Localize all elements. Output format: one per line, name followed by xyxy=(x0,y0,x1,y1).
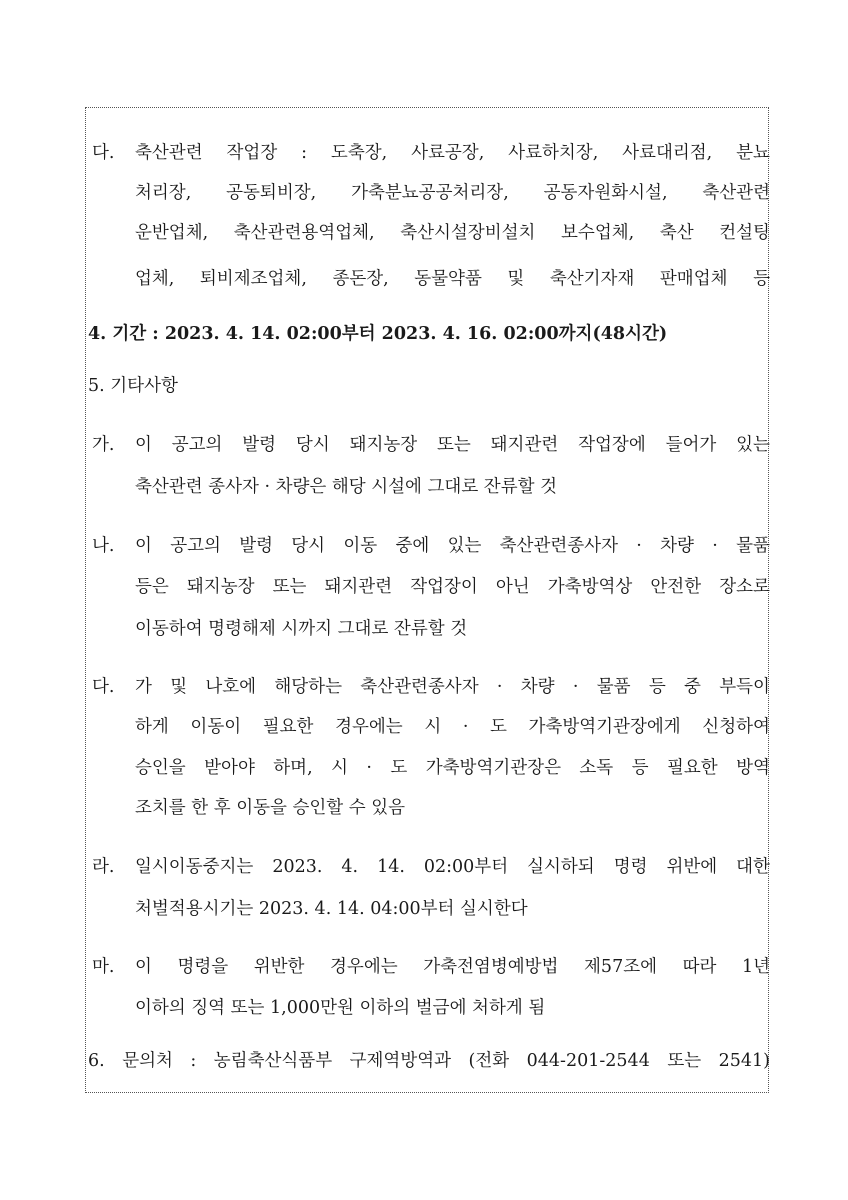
word: 등은 xyxy=(135,577,169,597)
word: 또는 xyxy=(437,435,471,455)
word: 축산기자재 xyxy=(549,269,635,289)
word: 경우에는 xyxy=(335,717,403,737)
word: 이동 xyxy=(343,536,378,556)
word: 방역 xyxy=(736,758,770,778)
item-marker: 마. xyxy=(92,957,115,977)
item-marker: 라. xyxy=(92,857,115,877)
word: 축산관련종사자 xyxy=(360,677,479,697)
word: 도 xyxy=(490,717,507,737)
word: 구제역방역과 xyxy=(349,1051,452,1071)
paragraph-line xyxy=(135,534,770,558)
word: 발령 xyxy=(242,435,277,455)
word: 당시 xyxy=(291,536,326,556)
paragraph-line xyxy=(135,433,770,457)
paragraph-line: 처벌적용시기는 2023. 4. 14. 04:00부터 실시한다 xyxy=(135,899,528,919)
word: 해당하는 xyxy=(274,677,342,697)
word: 축산 xyxy=(659,223,694,243)
word: 대한 xyxy=(736,857,770,877)
word: 농림축산식품부 xyxy=(213,1051,333,1071)
word: 시 xyxy=(331,758,348,778)
paragraph-line xyxy=(135,575,770,599)
word: 공고의 xyxy=(170,536,221,556)
word: 044-201-2544 xyxy=(526,1051,650,1071)
word: 동물약품 xyxy=(414,269,482,289)
word: 이 xyxy=(135,536,152,556)
word: 1년 xyxy=(741,957,770,977)
item-marker: 다. xyxy=(92,677,115,697)
word: 작업장에 xyxy=(578,435,646,455)
word: 있는 xyxy=(736,435,770,455)
word: 물품 xyxy=(736,536,770,556)
word: 축산관련 xyxy=(702,183,770,203)
word: 또는 xyxy=(667,1051,702,1071)
other-matters-heading: 5. 기타사항 xyxy=(88,376,178,396)
contact-info xyxy=(88,1049,770,1073)
word: 분뇨 xyxy=(736,143,770,163)
word: 보수업체, xyxy=(561,223,635,243)
word: 필요한 xyxy=(666,758,718,778)
word: 아닌 xyxy=(495,577,530,597)
word: 하며, xyxy=(273,758,313,778)
paragraph-line xyxy=(135,675,770,699)
paragraph-line xyxy=(135,267,770,291)
word: 제57조에 xyxy=(584,957,658,977)
word: 퇴비제조업체, xyxy=(199,269,307,289)
word: 축산시설장비설치 xyxy=(400,223,536,243)
word: 및 xyxy=(507,269,525,289)
word: 사료대리점, xyxy=(622,143,713,163)
word: 나호에 xyxy=(205,677,257,697)
word: 판매업체 xyxy=(659,269,728,289)
word: 일시이동중지는 xyxy=(135,857,254,877)
word: 이동이 xyxy=(190,717,242,737)
period-heading: 4. 기간 : 2023. 4. 14. 02:00부터 2023. 4. 16. 02:00까지(48시간) xyxy=(88,324,668,344)
word: 받아야 xyxy=(204,758,255,778)
word: 차량 xyxy=(520,677,555,697)
word: 중에 xyxy=(395,536,430,556)
word: 위반에 xyxy=(666,857,718,877)
word: 돼지농장 xyxy=(349,435,418,455)
word: 명령 xyxy=(613,857,648,877)
word: 가축전염병예방법 xyxy=(423,957,559,977)
word: 2023. xyxy=(272,857,323,877)
word: 이 xyxy=(135,435,152,455)
word: 종돈장, xyxy=(332,269,389,289)
word: 작업장 xyxy=(226,143,278,163)
item-marker: 가. xyxy=(92,435,115,455)
word: 경우에는 xyxy=(330,957,398,977)
paragraph-line xyxy=(135,855,770,879)
word: 운반업체, xyxy=(135,223,209,243)
word: 이 xyxy=(135,957,152,977)
word: 공고의 xyxy=(171,435,223,455)
word: 6. xyxy=(88,1051,105,1071)
word: 명령을 xyxy=(177,957,229,977)
word: 02:00부터 xyxy=(423,857,509,877)
word: 하게 xyxy=(135,717,169,737)
word: 등 xyxy=(631,758,649,778)
paragraph-line xyxy=(135,715,770,739)
word: 사료하치장, xyxy=(508,143,599,163)
word: · xyxy=(496,677,503,697)
word: 작업장이 xyxy=(410,577,478,597)
word: 가축방역상 xyxy=(547,577,633,597)
paragraph-line xyxy=(135,141,770,165)
word: 2541) xyxy=(718,1051,770,1071)
word: · xyxy=(366,758,372,778)
paragraph-line: 이하의 징역 또는 1,000만원 이하의 벌금에 처하게 됨 xyxy=(135,998,546,1018)
paragraph-line: 이동하여 명령해제 시까지 그대로 잔류할 것 xyxy=(135,619,468,639)
word: 사료공장, xyxy=(411,143,485,163)
word: 가축분뇨공공처리장, xyxy=(351,183,509,203)
word: 14. xyxy=(377,857,405,877)
word: 시 xyxy=(424,717,442,737)
notice-frame xyxy=(85,107,769,1093)
paragraph-line xyxy=(135,221,770,245)
word: 물품 xyxy=(596,677,631,697)
word: 위반한 xyxy=(253,957,305,977)
paragraph-line: 축산관련 종사자 · 차량은 해당 시설에 그대로 잔류할 것 xyxy=(135,477,557,497)
word: 업체, xyxy=(135,269,175,289)
word: · xyxy=(636,536,642,556)
item-marker: 다. xyxy=(92,143,115,163)
word: · xyxy=(572,677,579,697)
word: 공동자원화시설, xyxy=(543,183,668,203)
word: 축산관련용역업체, xyxy=(233,223,375,243)
paragraph-line xyxy=(135,181,770,205)
word: 있는 xyxy=(447,536,482,556)
item-marker: 나. xyxy=(92,536,115,556)
word: 신청하여 xyxy=(702,717,770,737)
word: 공동퇴비장, xyxy=(226,183,317,203)
word: 중 xyxy=(684,677,701,697)
word: 등 xyxy=(753,269,770,289)
word: 축산관련종사자 xyxy=(499,536,618,556)
word: : xyxy=(190,1051,197,1071)
word: : xyxy=(301,143,308,163)
word: 또는 xyxy=(272,577,307,597)
word: 필요한 xyxy=(262,717,314,737)
word: · xyxy=(462,717,469,737)
word: 차량 xyxy=(660,536,694,556)
paragraph-line xyxy=(135,756,770,780)
word: 처리장, xyxy=(135,183,192,203)
word: 안전한 xyxy=(650,577,702,597)
word: 도축장, xyxy=(330,143,388,163)
word: 컨설팅 xyxy=(719,223,770,243)
word: 및 xyxy=(170,677,188,697)
word: 돼지관련 xyxy=(324,577,393,597)
word: 가 xyxy=(135,677,152,697)
word: 장소로 xyxy=(719,577,770,597)
word: 등 xyxy=(648,677,666,697)
word: 들어가 xyxy=(665,435,717,455)
word: 발령 xyxy=(239,536,273,556)
word: 실시하되 xyxy=(527,857,595,877)
word: 따라 xyxy=(682,957,717,977)
word: 돼지관련 xyxy=(490,435,559,455)
word: · xyxy=(712,536,718,556)
word: 가축방역기관장은 xyxy=(425,758,561,778)
word: 4. xyxy=(341,857,359,877)
word: 소독 xyxy=(579,758,614,778)
paragraph-line: 조치를 한 후 이동을 승인할 수 있음 xyxy=(135,798,406,818)
word: 축산관련 xyxy=(135,143,203,163)
paragraph-line xyxy=(135,955,770,979)
word: 문의처 xyxy=(122,1051,173,1071)
word: 승인을 xyxy=(135,758,186,778)
word: 당시 xyxy=(295,435,330,455)
word: 가축방역기관장에게 xyxy=(528,717,681,737)
word: (전화 xyxy=(468,1051,510,1071)
word: 부득이 xyxy=(719,677,770,697)
word: 돼지농장 xyxy=(186,577,255,597)
word: 도 xyxy=(390,758,408,778)
